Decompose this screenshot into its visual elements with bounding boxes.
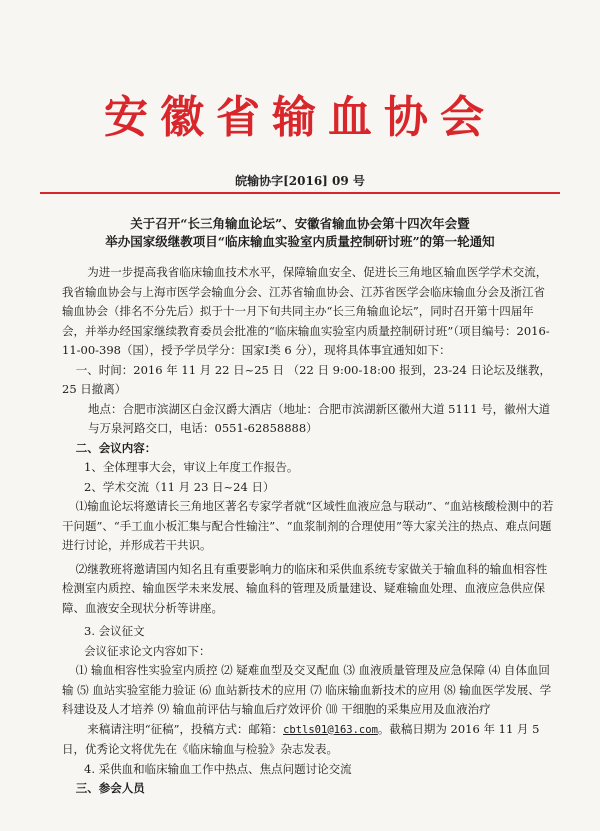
notice-subject	[30, 215, 570, 251]
agenda-item-2: 2、学术交流（11 月 23 日~24 日）	[84, 479, 275, 494]
time-line: 一、时间：2016 年 11 月 22 日~25 日 （22 日 9:00-18:00 报到，23-24 日论坛及继教，25 日撤离）	[62, 362, 551, 396]
subject-line-2: 举办国家级继教项目“临床输血实验室内质量控制研讨班”的第一轮通知	[105, 234, 495, 249]
submission-prefix: 来稿请注明“征稿”，投稿方式：邮箱：	[87, 721, 284, 736]
call-for-papers-topics: ⑴ 输血相容性实验室内质控 ⑵ 疑难血型及交叉配血 ⑶ 血液质量管理及应急保障 ⑷ 自体血回输 ⑸ 血站实验室能力验证 ⑹ 血站新技术的应用 ⑺ 临床输血新技术的应用 ⑻ 输血医学发展、学科建设及人才培养 ⑼ 输血前评估与输血后疗效评价 ⑽ 干细胞的采集应用及血液治疗	[62, 663, 552, 716]
submission-paragraph	[62, 720, 554, 760]
agenda-item-4: 4. 采供血和临床输血工作中热点、焦点问题讨论交流	[84, 761, 352, 776]
location-line: 地点：合肥市滨湖区白金汉爵大酒店（地址：合肥市滨湖新区徽州大道 5111 号，徽州大道与万泉河路交口，电话：0551-62858888）	[88, 401, 551, 435]
agenda-item-2a: ⑴输血论坛将邀请长三角地区著名专家学者就“区域性血液应急与联动”、“血站核酸检测中的若干问题”、“手工血小板汇集与配合性输注”、“血浆制剂的合理使用”等大家关注的热点、难点问题进行讨论，并形成若干共识。	[62, 499, 554, 552]
call-for-papers-intro: 会议征求论文内容如下：	[84, 643, 211, 658]
agenda-item-1: 1、全体理事大会，审议上年度工作报告。	[84, 460, 299, 474]
intro-paragraph: 为进一步提高我省临床输血技术水平，保障输血安全、促进长三角地区输血医学学术交流，我省输血协会与上海市医学会输血分会、江苏省输血协会、江苏省医学会临床输血分会及浙江省输血协会（排名不分先后）拟于十一月下旬共同主办“长三角输血论坛”，同时召开第十四届年会，并举办经国家继续教育委员会批准的“临床输血实验室内质量控制研讨班”（项目编号：2016-11-00-398（国），授予学员学分：国家Ⅰ类 6 分），现将具体事宜通知如下：	[62, 265, 550, 357]
subject-line-1: 关于召开“长三角输血论坛”、安徽省输血协会第十四次年会暨	[130, 216, 470, 231]
notice-body	[62, 263, 554, 799]
agenda-item-3: 3. 会议征文	[84, 624, 145, 638]
submission-suffix: 。截稿日期为 2016 年 11 月 5 日，优秀论文将优先在《临床输血与检验》杂志发表。	[62, 721, 540, 756]
document-number: 皖输协字[2016] 09 号	[235, 174, 365, 188]
agenda-item-2b: ⑵继教班将邀请国内知名且有重要影响力的临床和采供血系统专家做关于输血科的输血相容性检测室内质控、输血医学未来发展、输血科的管理及质量建设、疑难输血处理、血液应急供应保障、血液安全现状分析等讲座。	[62, 561, 548, 615]
org-letterhead-title: 安徽省输血协会	[104, 92, 496, 143]
submission-email-link[interactable]: cbtls01@163.com	[283, 723, 378, 736]
section-3-title: 三、参会人员	[75, 781, 145, 795]
letterhead-divider	[40, 192, 560, 194]
section-2-title: 二、会议内容：	[75, 440, 157, 455]
